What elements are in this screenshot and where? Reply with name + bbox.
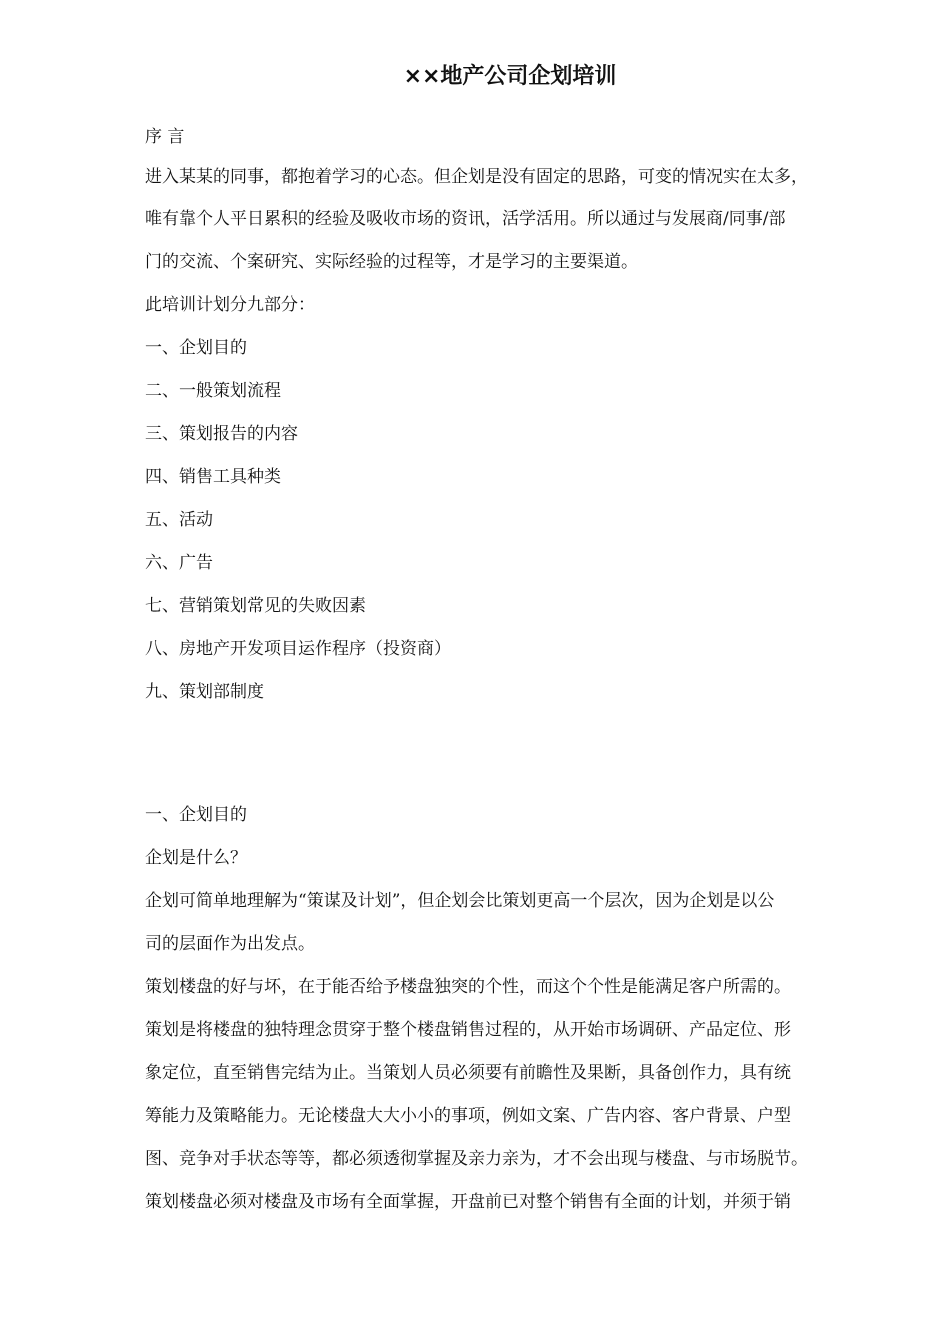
intro-line: 门的交流、个案研究、实际经验的过程等，才是学习的主要渠道。	[145, 252, 638, 272]
outline-item: 八、房地产开发项目运作程序（投资商）	[145, 639, 451, 659]
document-title: ××地产公司企划培训	[403, 64, 617, 89]
body-line: 象定位，直至销售完结为止。当策划人员必须要有前瞻性及果断，具备创作力，具有统	[145, 1063, 791, 1083]
body-line: 筹能力及策略能力。无论楼盘大大小小的事项，例如文案、广告内容、客户背景、户型	[145, 1106, 791, 1126]
outline-item: 二、一般策划流程	[145, 381, 281, 401]
body-line: 图、竞争对手状态等等，都必须透彻掌握及亲力亲为，才不会出现与楼盘、与市场脱节。	[145, 1149, 808, 1169]
preface-label: 序 言	[145, 127, 185, 147]
outline-item: 四、销售工具种类	[145, 467, 281, 487]
body-line: 策划楼盘的好与坏，在于能否给予楼盘独突的个性，而这个个性是能满足客户所需的。	[145, 977, 791, 997]
outline-intro: 此培训计划分九部分：	[145, 295, 315, 315]
intro-line: 进入某某的同事，都抱着学习的心态。但企划是没有固定的思路，可变的情况实在太多，	[145, 167, 808, 187]
body-line: 司的层面作为出发点。	[145, 934, 315, 954]
section-question: 企划是什么？	[145, 848, 247, 868]
section-heading: 一、企划目的	[145, 805, 247, 825]
outline-item: 三、策划报告的内容	[145, 424, 298, 444]
body-line: 企划可简单地理解为“策谋及计划”，但企划会比策划更高一个层次，因为企划是以公	[145, 891, 775, 911]
outline-item: 六、广告	[145, 553, 213, 573]
outline-item: 七、营销策划常见的失败因素	[145, 596, 366, 616]
outline-item: 五、活动	[145, 510, 213, 530]
outline-item: 九、策划部制度	[145, 682, 264, 702]
body-line: 策划是将楼盘的独特理念贯穿于整个楼盘销售过程的，从开始市场调研、产品定位、形	[145, 1020, 791, 1040]
body-line: 策划楼盘必须对楼盘及市场有全面掌握，开盘前已对整个销售有全面的计划，并须于销	[145, 1192, 791, 1212]
outline-item: 一、企划目的	[145, 338, 247, 358]
intro-line: 唯有靠个人平日累积的经验及吸收市场的资讯，活学活用。所以通过与发展商/同事/部	[145, 209, 786, 229]
